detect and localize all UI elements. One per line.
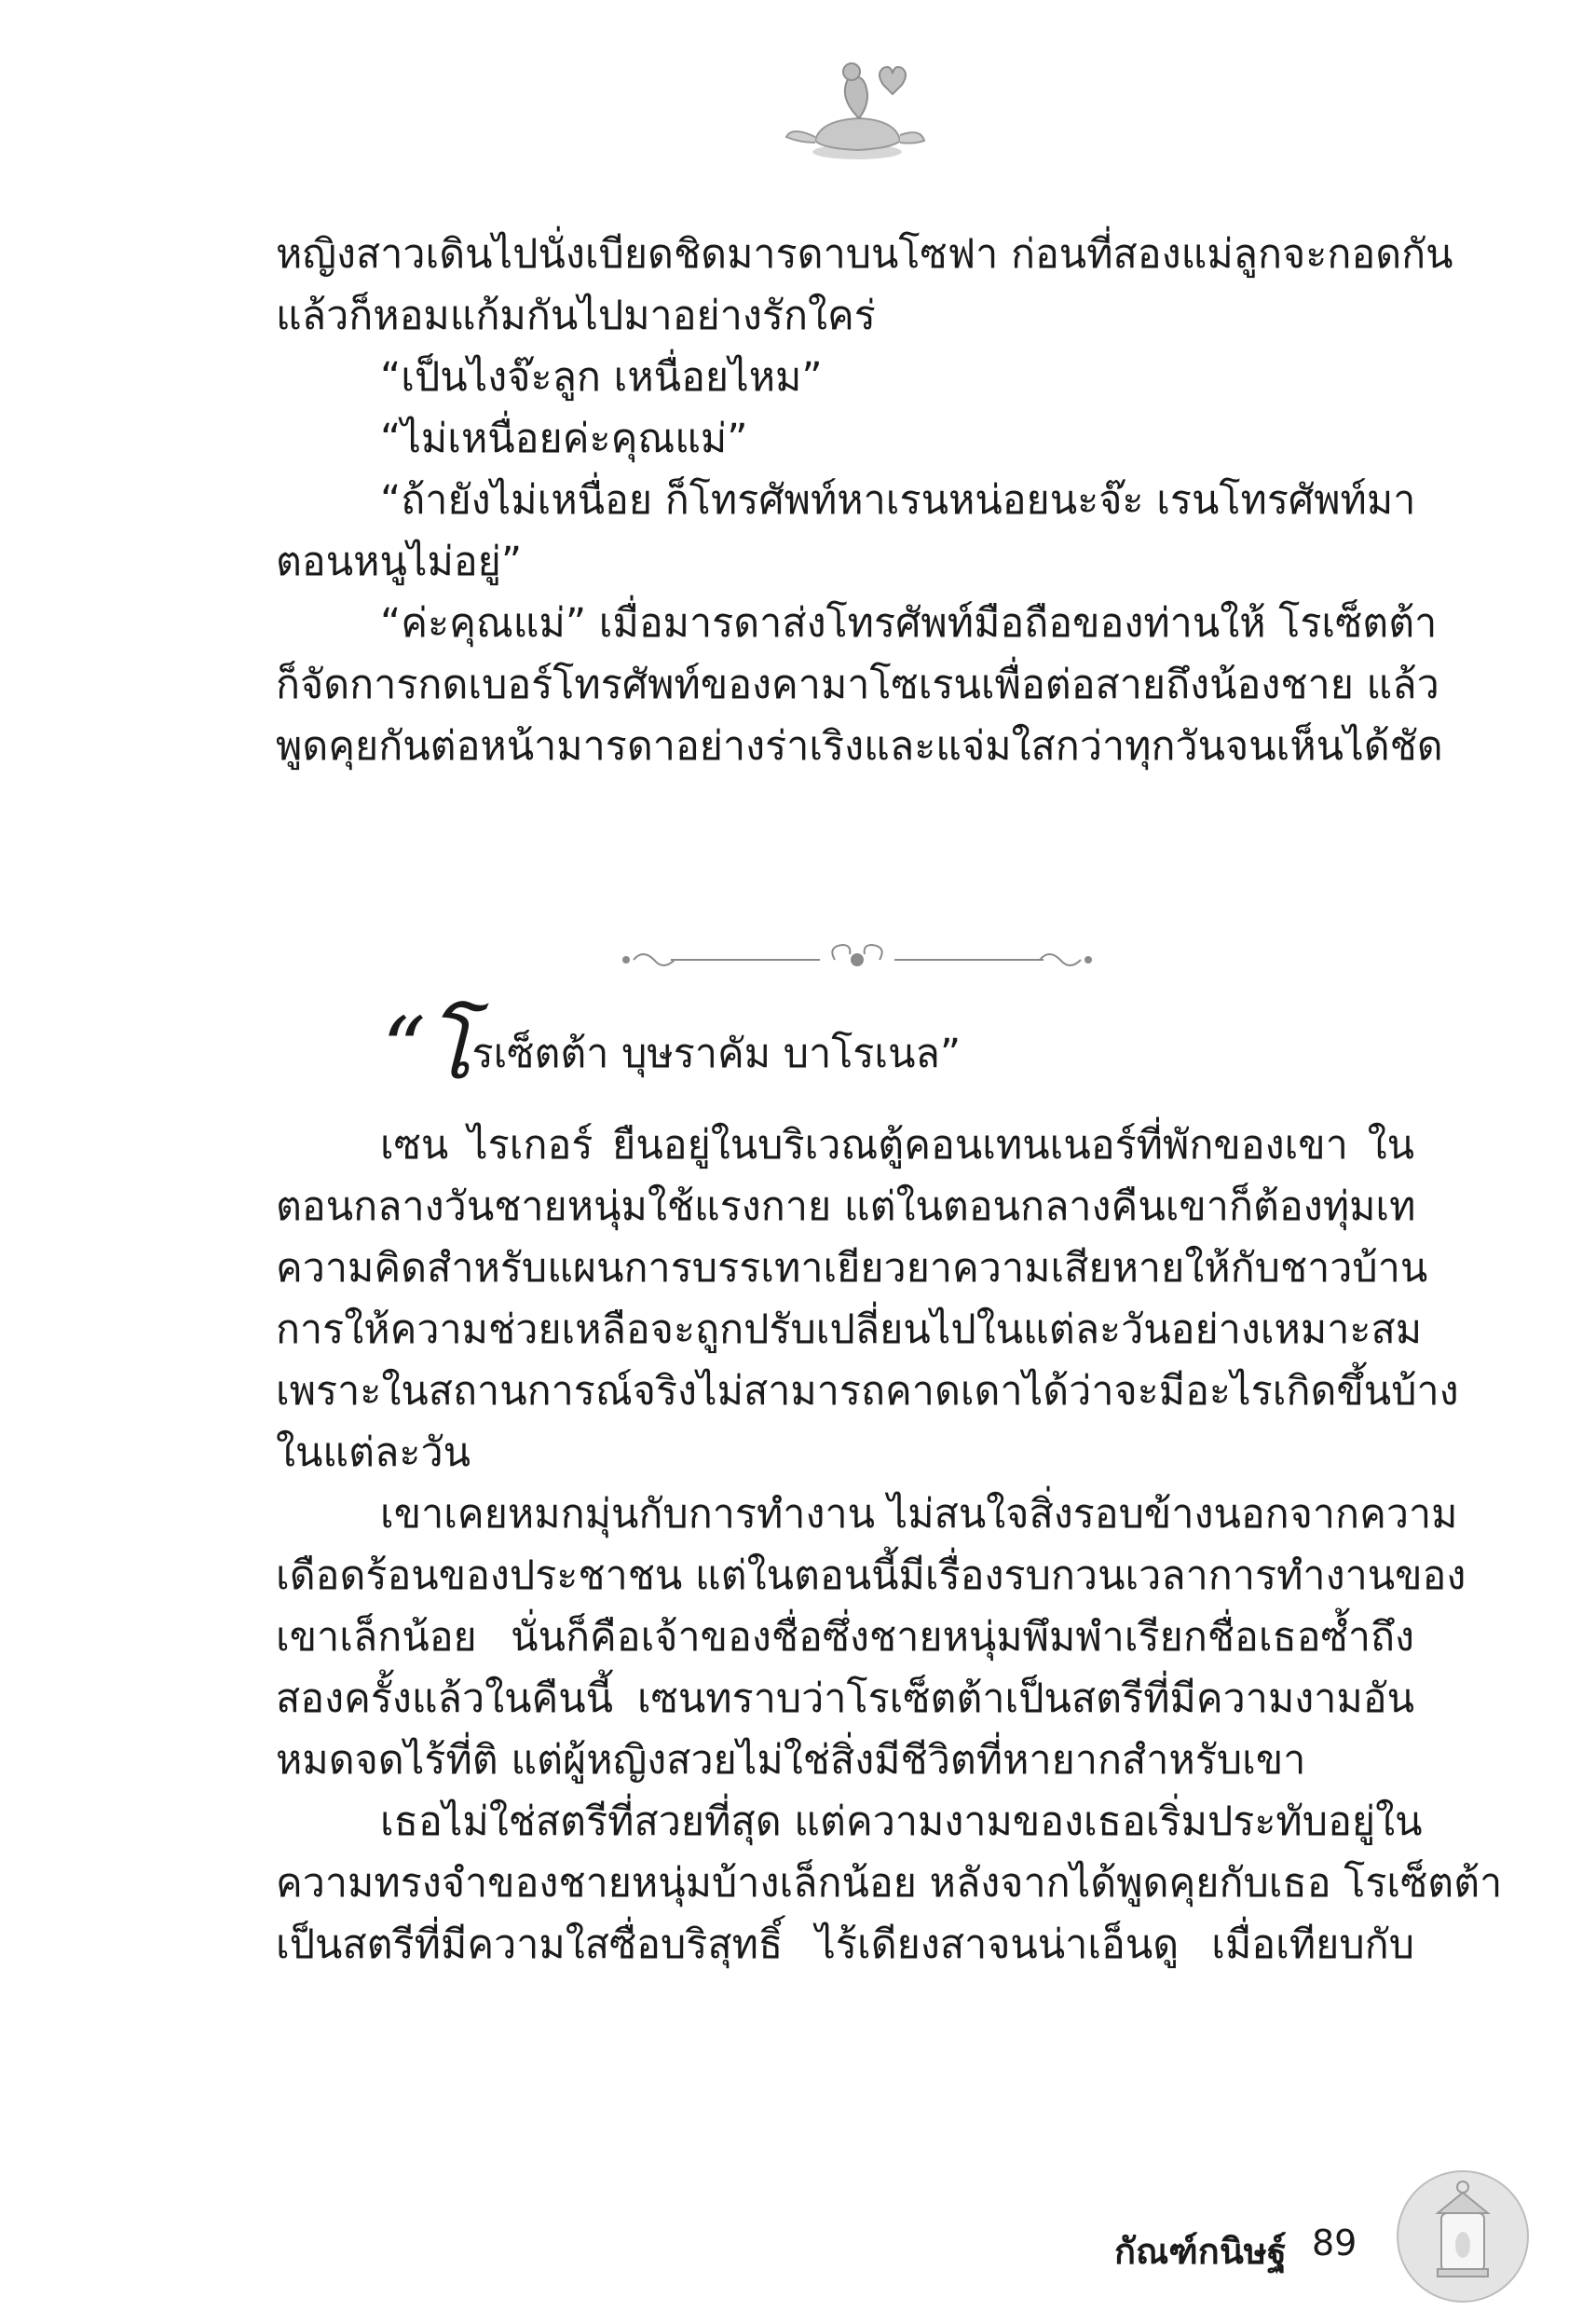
text-line: การให้ความช่วยเหลือจะถูกปรับเปลี่ยนไปในแต่ละวันอย่างเหมาะสม bbox=[276, 1306, 1423, 1353]
page-number: 89 bbox=[1312, 2222, 1357, 2263]
text-line: พูดคุยกันต่อหน้ามารดาอย่างร่าเริงและแจ่มใสกว่าทุกวันจนเห็นได้ชัด bbox=[276, 723, 1443, 770]
headline-text: รเซ็ตต้า บุษราคัม บาโรเนล” bbox=[471, 1031, 962, 1077]
paragraph-group-bottom bbox=[276, 1114, 1503, 1976]
headline-open-quote: “ bbox=[382, 999, 427, 1099]
text-line: หญิงสาวเดินไปนั่งเบียดชิดมารดาบนโซฟา ก่อนที่สองแม่ลูกจะกอดกัน bbox=[276, 231, 1453, 278]
text-line: “ถ้ายังไม่เหนื่อย ก็โทรศัพท์หาเรนหน่อยนะจ๊ะ เรนโทรศัพท์มา bbox=[380, 477, 1416, 524]
text-line: ตอนหนูไม่อยู่” bbox=[276, 539, 523, 585]
genie-lamp-icon bbox=[773, 51, 941, 172]
text-line: แล้วก็หอมแก้มกันไปมาอย่างรักใคร่ bbox=[276, 293, 876, 339]
text-line: ก็จัดการกดเบอร์โทรศัพท์ของคามาโซเรนเพื่อต่อสายถึงน้องชาย แล้ว bbox=[276, 662, 1439, 708]
section-headline bbox=[382, 999, 962, 1109]
text-line: เขาเคยหมกมุ่นกับการทำงาน ไม่สนใจสิ่งรอบข้างนอกจากความ bbox=[380, 1491, 1458, 1538]
text-line: ในแต่ละวัน bbox=[276, 1429, 471, 1476]
text-line: “ไม่เหนื่อยค่ะคุณแม่” bbox=[380, 416, 748, 462]
text-line: เป็นสตรีที่มีความใสซื่อบริสุทธิ์ ไร้เดียงสาจนน่าเอ็นดู เมื่อเทียบกับ bbox=[276, 1921, 1414, 1968]
text-line: ความทรงจำของชายหนุ่มบ้างเล็กน้อย หลังจากได้พูดคุยกับเธอ โรเซ็ตต้า bbox=[276, 1860, 1503, 1907]
text-line: สองครั้งแล้วในคืนนี้ เซนทราบว่าโรเซ็ตต้าเป็นสตรีที่มีความงามอัน bbox=[276, 1675, 1414, 1722]
text-line: “ค่ะคุณแม่” เมื่อมารดาส่งโทรศัพท์มือถือของท่านให้ โรเซ็ตต้า bbox=[380, 600, 1438, 647]
text-line: เพราะในสถานการณ์จริงไม่สามารถคาดเดาได้ว่าจะมีอะไรเกิดขึ้นบ้าง bbox=[276, 1368, 1459, 1415]
text-line: เดือดร้อนของประชาชน แต่ในตอนนี้มีเรื่องรบกวนเวลาการทำงานของ bbox=[276, 1552, 1466, 1599]
text-line: ความคิดสำหรับแผนการบรรเทาเยียวยาความเสียหายให้กับชาวบ้าน bbox=[276, 1245, 1428, 1292]
text-line: เซน ไรเกอร์ ยืนอยู่ในบริเวณตู้คอนเทนเนอร์ที่พักของเขา ใน bbox=[380, 1122, 1414, 1169]
paragraph-group-top bbox=[276, 224, 1453, 777]
flourish-divider-icon bbox=[615, 932, 1099, 988]
text-line: ตอนกลางวันชายหนุ่มใช้แรงกาย แต่ในตอนกลางคืนเขาก็ต้องทุ่มเท bbox=[276, 1183, 1416, 1230]
text-line: หมดจดไร้ที่ติ แต่ผู้หญิงสวยไม่ใช่สิ่งมีชีวิตที่หายากสำหรับเขา bbox=[276, 1737, 1306, 1784]
lantern-badge-icon bbox=[1393, 2167, 1533, 2306]
running-footer-title: กัณฑ์กนิษฐ์ bbox=[1114, 2231, 1287, 2272]
headline-dropcap: โ bbox=[426, 999, 472, 1099]
text-line: เขาเล็กน้อย นั่นก็คือเจ้าของชื่อซึ่งชายหนุ่มพึมพำเรียกชื่อเธอซ้ำถึง bbox=[276, 1614, 1414, 1661]
text-line: “เป็นไงจ๊ะลูก เหนื่อยไหม” bbox=[380, 354, 823, 401]
text-line: เธอไม่ใช่สตรีที่สวยที่สุด แต่ความงามของเธอเริ่มประทับอยู่ใน bbox=[380, 1798, 1423, 1845]
